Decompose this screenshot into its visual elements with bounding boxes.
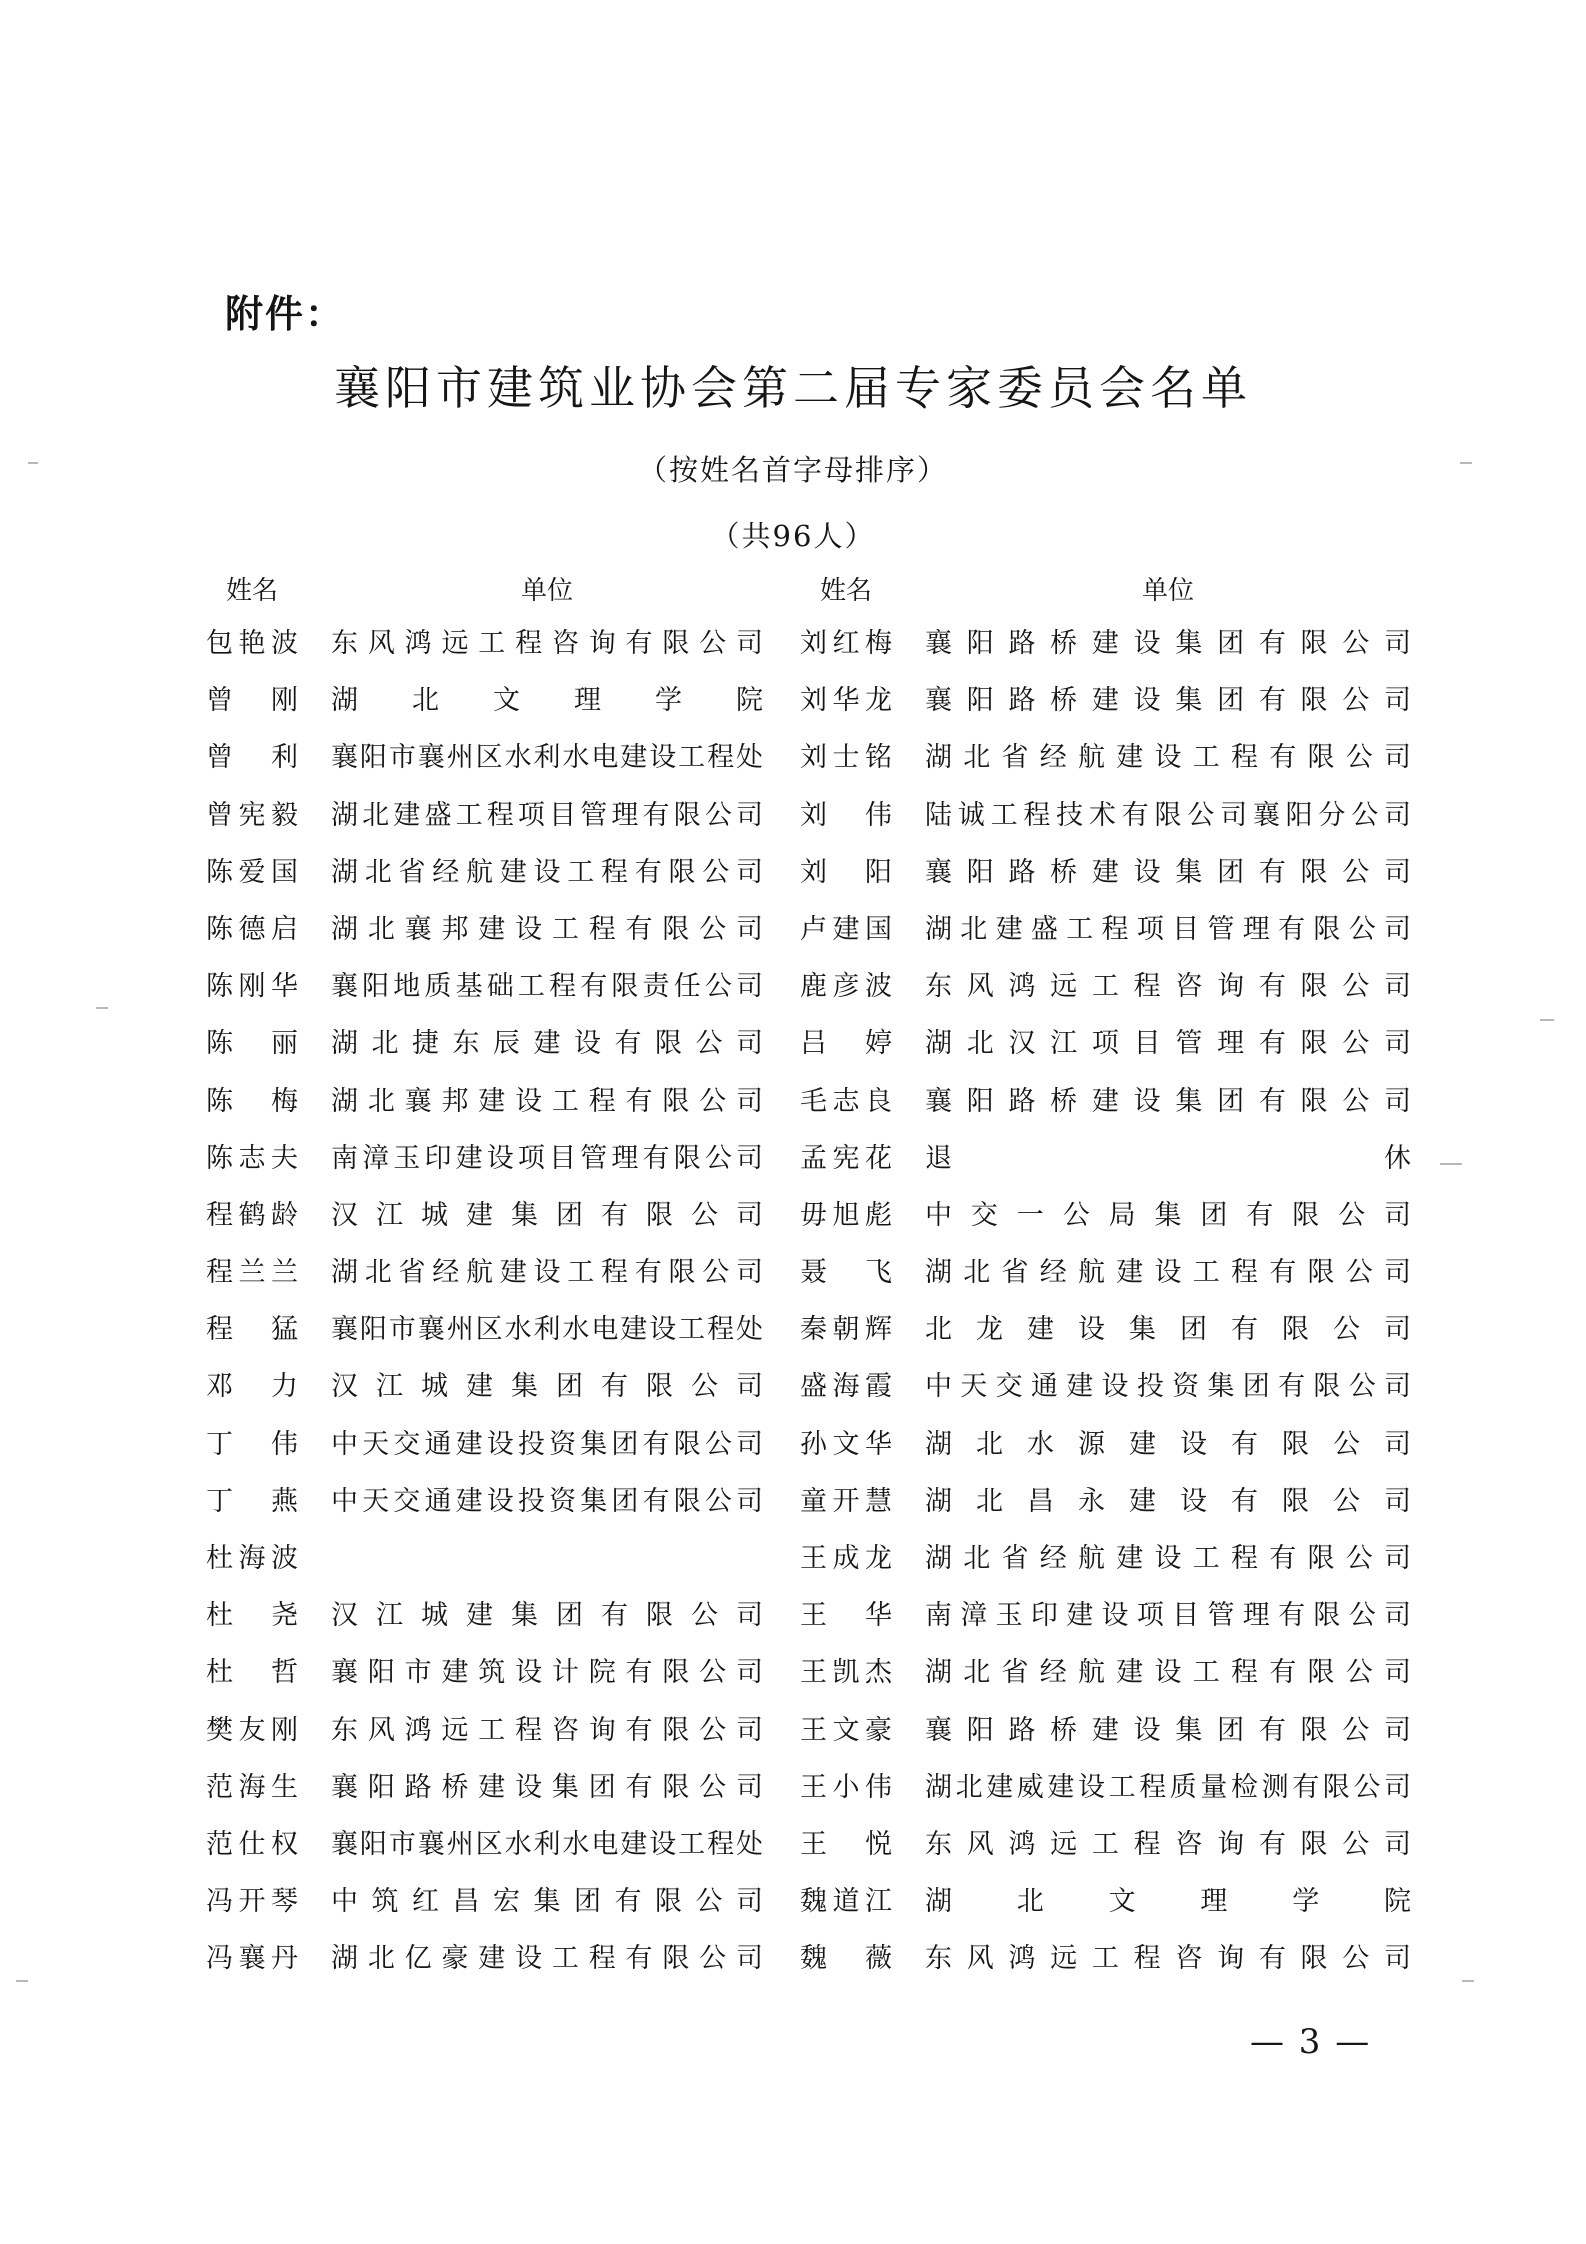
member-unit: 湖北亿豪建设工程有限公司 <box>331 1943 763 1975</box>
member-unit: 湖北省经航建设工程有限公司 <box>925 1543 1411 1574</box>
member-unit: 中筑红昌宏集团有限公司 <box>331 1886 763 1918</box>
scan-speck <box>28 462 38 464</box>
table-row <box>0 1882 1586 1939</box>
member-name: 秦朝辉 <box>800 1314 892 1346</box>
member-name: 程猛 <box>206 1314 298 1346</box>
table-row <box>0 1367 1586 1424</box>
table-row <box>0 910 1586 967</box>
member-name: 魏道江 <box>800 1886 892 1918</box>
member-name: 王小伟 <box>800 1771 892 1803</box>
member-unit: 湖北文理学院 <box>331 685 763 717</box>
table-row <box>0 1310 1586 1367</box>
member-unit: 中天交通建设投资集团有限公司 <box>331 1428 763 1460</box>
member-name: 陈德启 <box>206 913 298 945</box>
member-unit: 襄阳路桥建设集团有限公司 <box>925 1714 1411 1746</box>
member-name: 孟宪花 <box>800 1142 892 1174</box>
table-row <box>0 967 1586 1024</box>
member-unit: 襄阳地质基础工程有限责任公司 <box>331 971 763 1003</box>
scan-speck <box>96 1007 108 1009</box>
member-unit: 湖北汉江项目管理有限公司 <box>925 1028 1411 1060</box>
member-name: 魏薇 <box>800 1943 892 1975</box>
member-name: 杜哲 <box>206 1657 298 1689</box>
table-row <box>0 853 1586 910</box>
member-unit: 湖北水源建设有限公司 <box>925 1428 1411 1460</box>
member-name: 童开慧 <box>800 1485 892 1517</box>
member-unit: 襄阳路桥建设集团有限公司 <box>925 856 1411 888</box>
member-name: 丁燕 <box>206 1485 298 1517</box>
member-name: 范仕权 <box>206 1828 298 1860</box>
member-unit: 襄阳路桥建设集团有限公司 <box>925 628 1411 659</box>
member-unit: 襄阳市襄州区水利水电建设工程处 <box>331 1828 763 1860</box>
table-row <box>0 1653 1586 1710</box>
member-name: 程鹤龄 <box>206 1199 298 1231</box>
table-row <box>0 796 1586 853</box>
member-unit: 襄阳市襄州区水利水电建设工程处 <box>331 1314 763 1346</box>
member-unit: 汉江城建集团有限公司 <box>331 1371 763 1403</box>
member-unit: 湖北省经航建设工程有限公司 <box>925 742 1411 774</box>
member-name: 冯襄丹 <box>206 1943 298 1975</box>
member-unit: 湖北昌永建设有限公司 <box>925 1485 1411 1517</box>
column-header-unit-left: 单位 <box>520 576 573 606</box>
member-name: 陈志夫 <box>206 1142 298 1174</box>
member-unit: 湖北省经航建设工程有限公司 <box>331 856 763 888</box>
member-unit: 襄阳路桥建设集团有限公司 <box>925 685 1411 717</box>
member-name: 杜尧 <box>206 1600 298 1632</box>
member-unit: 湖北建盛工程项目管理有限公司 <box>925 913 1411 945</box>
table-row <box>0 1425 1586 1482</box>
table-row <box>0 1253 1586 1310</box>
member-name: 吕婷 <box>800 1028 892 1060</box>
member-unit: 湖北建盛工程项目管理有限公司 <box>331 799 763 831</box>
table-row <box>0 1482 1586 1539</box>
member-name: 聂飞 <box>800 1257 892 1289</box>
sort-note: （按姓名首字母排序） <box>637 453 948 487</box>
member-unit: 北龙建设集团有限公司 <box>925 1314 1411 1346</box>
table-row <box>0 681 1586 738</box>
member-unit: 襄阳路桥建设集团有限公司 <box>925 1085 1411 1117</box>
member-unit: 中天交通建设投资集团有限公司 <box>331 1485 763 1517</box>
member-unit: 湖北捷东辰建设有限公司 <box>331 1028 763 1060</box>
member-name: 邓力 <box>206 1371 298 1403</box>
member-name: 刘华龙 <box>800 685 892 717</box>
document-title: 襄阳市建筑业协会第二届专家委员会名单 <box>334 361 1252 415</box>
member-unit: 湖北省经航建设工程有限公司 <box>925 1257 1411 1289</box>
member-name: 卢建国 <box>800 913 892 945</box>
scan-speck <box>16 1980 28 1982</box>
member-name: 王文豪 <box>800 1714 892 1746</box>
member-name: 陈爱国 <box>206 856 298 888</box>
member-name: 陈丽 <box>206 1028 298 1060</box>
member-name: 王成龙 <box>800 1543 892 1574</box>
table-row <box>0 1139 1586 1196</box>
table-row <box>0 1596 1586 1653</box>
member-name: 孙文华 <box>800 1428 892 1460</box>
table-row <box>0 1196 1586 1253</box>
member-unit: 襄阳市襄州区水利水电建设工程处 <box>331 742 763 774</box>
member-name: 王悦 <box>800 1828 892 1860</box>
member-unit: 陆诚工程技术有限公司襄阳分公司 <box>925 799 1411 831</box>
member-name: 冯开琴 <box>206 1886 298 1918</box>
member-name: 曾利 <box>206 742 298 774</box>
member-name: 陈梅 <box>206 1085 298 1117</box>
member-roster <box>0 624 1586 1997</box>
table-row <box>0 738 1586 795</box>
column-header-unit-right: 单位 <box>1141 576 1194 606</box>
member-name: 包艳波 <box>206 628 298 659</box>
table-row <box>0 1082 1586 1139</box>
scan-speck <box>1460 462 1472 464</box>
column-header-name-left: 姓名 <box>225 576 278 606</box>
member-count: （共96人） <box>710 519 876 553</box>
member-name: 盛海霞 <box>800 1371 892 1403</box>
member-unit: 东风鸿远工程咨询有限公司 <box>331 628 763 659</box>
member-name: 刘士铭 <box>800 742 892 774</box>
member-name: 程兰兰 <box>206 1257 298 1289</box>
table-row <box>0 1825 1586 1882</box>
page-number: — 3 — <box>1250 2022 1372 2062</box>
member-unit: 东风鸿远工程咨询有限公司 <box>925 1828 1411 1860</box>
attachment-label: 附件： <box>225 292 346 336</box>
table-row <box>0 1768 1586 1825</box>
member-unit: 襄阳路桥建设集团有限公司 <box>331 1771 763 1803</box>
member-unit: 汉江城建集团有限公司 <box>331 1600 763 1632</box>
member-name: 陈刚华 <box>206 971 298 1003</box>
table-row <box>0 1711 1586 1768</box>
member-name: 曾宪毅 <box>206 799 298 831</box>
member-unit: 东风鸿远工程咨询有限公司 <box>925 1943 1411 1975</box>
member-name: 曾刚 <box>206 685 298 717</box>
member-unit: 湖北省经航建设工程有限公司 <box>925 1657 1411 1689</box>
member-name: 刘伟 <box>800 799 892 831</box>
column-header-name-right: 姓名 <box>819 576 872 606</box>
member-name: 王凯杰 <box>800 1657 892 1689</box>
member-unit: 南漳玉印建设项目管理有限公司 <box>331 1142 763 1174</box>
member-unit: 襄阳市建筑设计院有限公司 <box>331 1657 763 1689</box>
member-name: 王华 <box>800 1600 892 1632</box>
member-name: 杜海波 <box>206 1543 298 1574</box>
scan-speck <box>1540 1019 1554 1021</box>
member-unit: 湖北文理学院 <box>925 1886 1411 1918</box>
member-unit: 湖北省经航建设工程有限公司 <box>331 1257 763 1289</box>
member-name: 刘阳 <box>800 856 892 888</box>
member-unit: 东风鸿远工程咨询有限公司 <box>925 971 1411 1003</box>
member-name: 范海生 <box>206 1771 298 1803</box>
scan-speck <box>1462 1980 1474 1982</box>
table-row <box>0 1539 1586 1596</box>
member-name: 毛志良 <box>800 1085 892 1117</box>
table-row <box>0 624 1586 681</box>
member-name: 刘红梅 <box>800 628 892 659</box>
member-unit: 东风鸿远工程咨询有限公司 <box>331 1714 763 1746</box>
member-name: 鹿彦波 <box>800 971 892 1003</box>
member-unit: 中交一公局集团有限公司 <box>925 1199 1411 1231</box>
member-name: 丁伟 <box>206 1428 298 1460</box>
member-unit: 湖北襄邦建设工程有限公司 <box>331 913 763 945</box>
member-unit: 湖北襄邦建设工程有限公司 <box>331 1085 763 1117</box>
member-unit: 退休 <box>925 1142 1411 1174</box>
member-unit: 南漳玉印建设项目管理有限公司 <box>925 1600 1411 1632</box>
member-unit: 湖北建威建设工程质量检测有限公司 <box>925 1771 1411 1803</box>
scan-speck <box>1440 1163 1462 1165</box>
member-unit <box>331 1539 763 1596</box>
table-row <box>0 1024 1586 1081</box>
member-unit: 汉江城建集团有限公司 <box>331 1199 763 1231</box>
table-row <box>0 1939 1586 1996</box>
member-name: 毋旭彪 <box>800 1199 892 1231</box>
member-unit: 中天交通建设投资集团有限公司 <box>925 1371 1411 1403</box>
member-name: 樊友刚 <box>206 1714 298 1746</box>
